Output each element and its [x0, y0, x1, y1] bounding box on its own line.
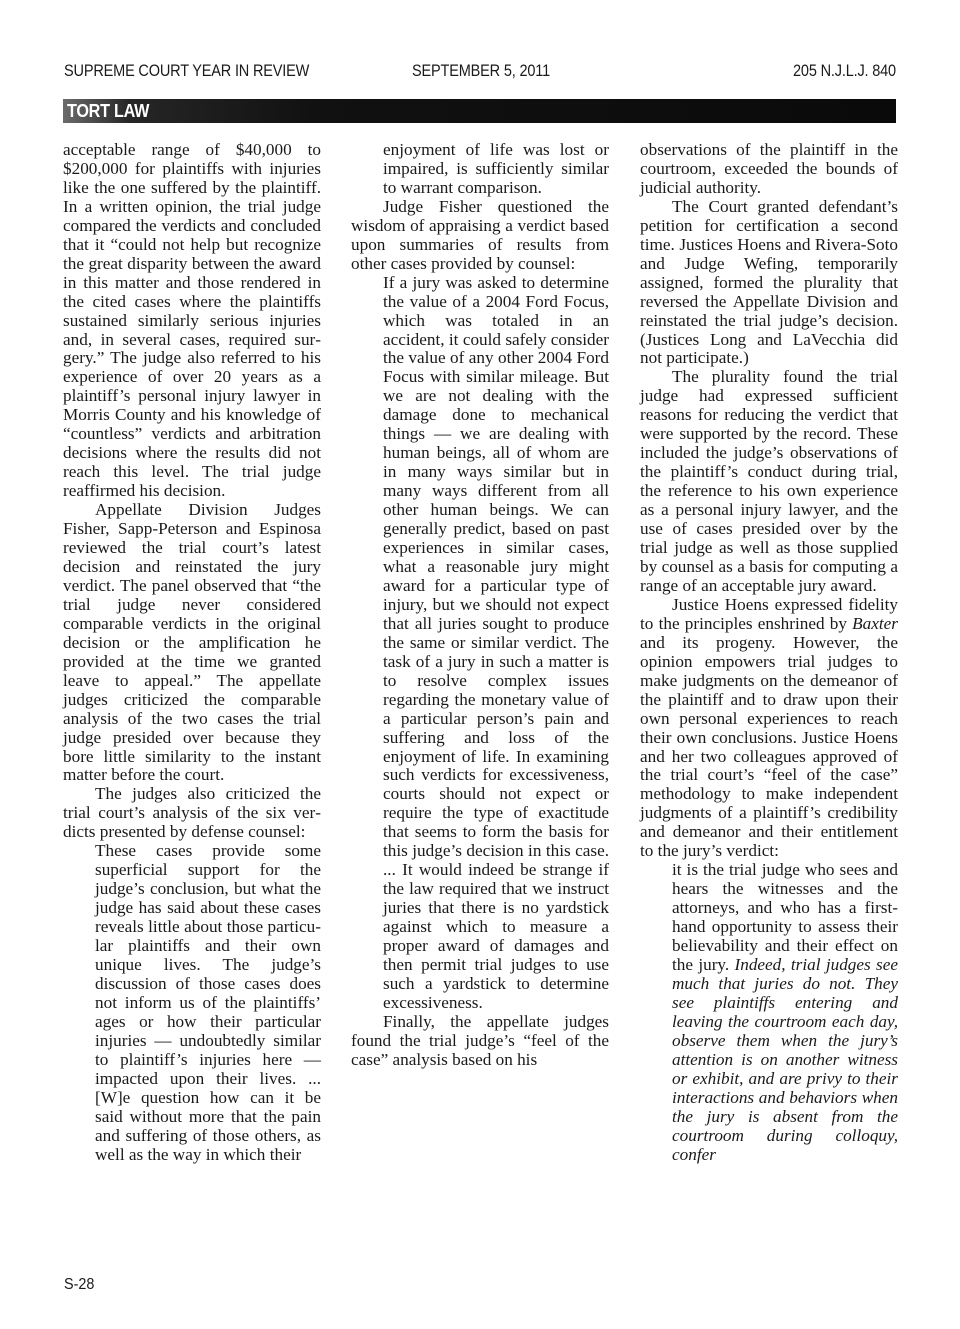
- article-column-2: [351, 141, 609, 1070]
- block-quote: These cases provide some superficial support for the judge’s conclusion, but what the judge has said about these cases reveals little about those particular plaintiffs and their own unique lives. The judge’s discussion of those cases does not inform us of the plaintiffs’ ages or how their particular injuries — undoubtedly similar to plaintiff’s injuries here — impacted upon their lives. ... [W]e question how can it be said without more that the pain and suffering of those others, as well as the way in which their: [95, 841, 321, 1164]
- block-quote: If a jury was asked to determine the value of a 2004 Ford Focus, which was totaled in an accident, it could safely consider the value of any other 2004 Ford Focus with similar mileage. But we are not dealing with the damage done to mechanical things — we are dealing with human beings, all of whom are in many ways similar but in many ways different from all other human beings. We can generally predict, based on past experiences in similar cases, what a reasonable jury might award for a particular type of injury, but we should not expect that all juries sought to produce the same or similar verdict. The task of a jury in such a matter is to resolve complex issues regarding the monetary value of a particular person’s pain and suffering and loss of the enjoyment of life. In examining such verdicts for excessiveness, courts should not expect or require the type of exactitude that seems to form the basis for this judge’s decision in this case. ... It would indeed be strange if the law required that we instruct juries that there is no yardstick against which to measure a proper award of damages and then permit trial judges to use such a yardstick to determine excessiveness.: [383, 272, 609, 1012]
- paragraph: Judge Fisher questioned the wisdom of appraising a verdict based upon summaries of results from other cases provided by counsel:: [351, 196, 609, 273]
- running-head-date: SEPTEMBER 5, 2011: [412, 62, 550, 80]
- running-head-publication: SUPREME COURT YEAR IN REVIEW: [64, 62, 310, 80]
- paragraph: The judges also criticized the trial court’s analysis of the six verdicts presented by defense counsel:: [63, 784, 321, 842]
- page-number: S-28: [64, 1276, 95, 1293]
- paragraph: observations of the plaintiff in the courtroom, exceeded the bounds of judicial authority.: [640, 140, 898, 197]
- paragraph: Appellate Division Judges Fisher, Sapp-Peterson and Espinosa reviewed the trial court’s latest decision and reinstated the jury verdict. The panel observed that “the trial judge never considered comparable verdicts in the original decision or the amplification he provided at the time we granted leave to appeal.” The appellate judges criticized the comparable analysis of the two cases the trial judge presided over because they bore little similarity to the instant matter before the court.: [63, 500, 321, 785]
- running-head-citation: 205 N.J.L.J. 840: [793, 62, 896, 80]
- paragraph: Finally, the appellate judges found the trial judge’s “feel of the case” analysis based on his: [351, 1011, 609, 1069]
- section-banner: [63, 99, 896, 123]
- section-title: TORT LAW: [67, 101, 150, 121]
- block-quote: [672, 861, 898, 1164]
- paragraph-text: and its progeny. However, the opinion empowers trial judges to make judgments on the demeanor of the plaintiff and to draw upon their own personal experiences to reach their own conclusions. Justice Hoens and her two colleagues approved of the trial court’s “feel of the case” methodology to make independent judgments of a plaintiff’s credibility and demeanor and their entitlement to the jury’s verdict:: [640, 632, 898, 861]
- paragraph-text: Justice Hoens expressed fidelity to the principles enshrined by: [640, 594, 898, 633]
- case-name: Baxter: [852, 613, 898, 633]
- paragraph: The Court granted defendant’s petition for certification a second time. Justices Hoens and Rivera-Soto and Judge Wefing, temporarily assigned, formed the plurality that reversed the Appellate Division and reinstated the trial judge’s decision. (Justices Long and LaVecchia did not participate.): [640, 196, 898, 368]
- quote-text: it is the trial judge who sees and hears the witnesses and the attorneys, and who has a first-hand opportunity to assess their believability and their effect on the jury.: [672, 860, 898, 974]
- quote-emphasis: Indeed, trial judges see much that juries do not. They see plaintiffs entering and leaving the courtroom each day, observe them when the jury’s attention is on another witness or exhibit, and are privy to their interactions and behaviors when the jury is absent from the courtroom during colloquy, confer: [672, 954, 898, 1164]
- block-quote: enjoyment of life was lost or impaired, is sufficiently similar to warrant comparison.: [383, 140, 609, 197]
- article-column-1: [63, 141, 321, 1164]
- paragraph: acceptable range of $40,000 to $200,000 for plaintiffs with injuries like the one suffered by the plaintiff. In a written opinion, the trial judge compared the verdicts and concluded that it “could not help but recognize the great disparity between the award in this matter and those rendered in the cited cases where the plaintiffs sustained similarly serious injuries and, in several cases, required surgery.” The judge also referred to his experience of over 20 years as a plaintiff’s personal injury lawyer in Morris County and his knowledge of “countless” verdicts and arbitration decisions where the results did not reach this level. The trial judge reaffirmed his decision.: [63, 140, 321, 501]
- article-column-3: [640, 141, 898, 1164]
- paragraph: [640, 596, 898, 861]
- paragraph: The plurality found the trial judge had expressed sufficient reasons for reducing the verdict that were supported by the record. These included the judge’s observations of the plaintiff’s conduct during trial, the reference to his own experience as a personal injury lawyer, and the use of cases presided over by the trial judge as well as those supplied by counsel as a basis for computing a range of an acceptable jury award.: [640, 367, 898, 595]
